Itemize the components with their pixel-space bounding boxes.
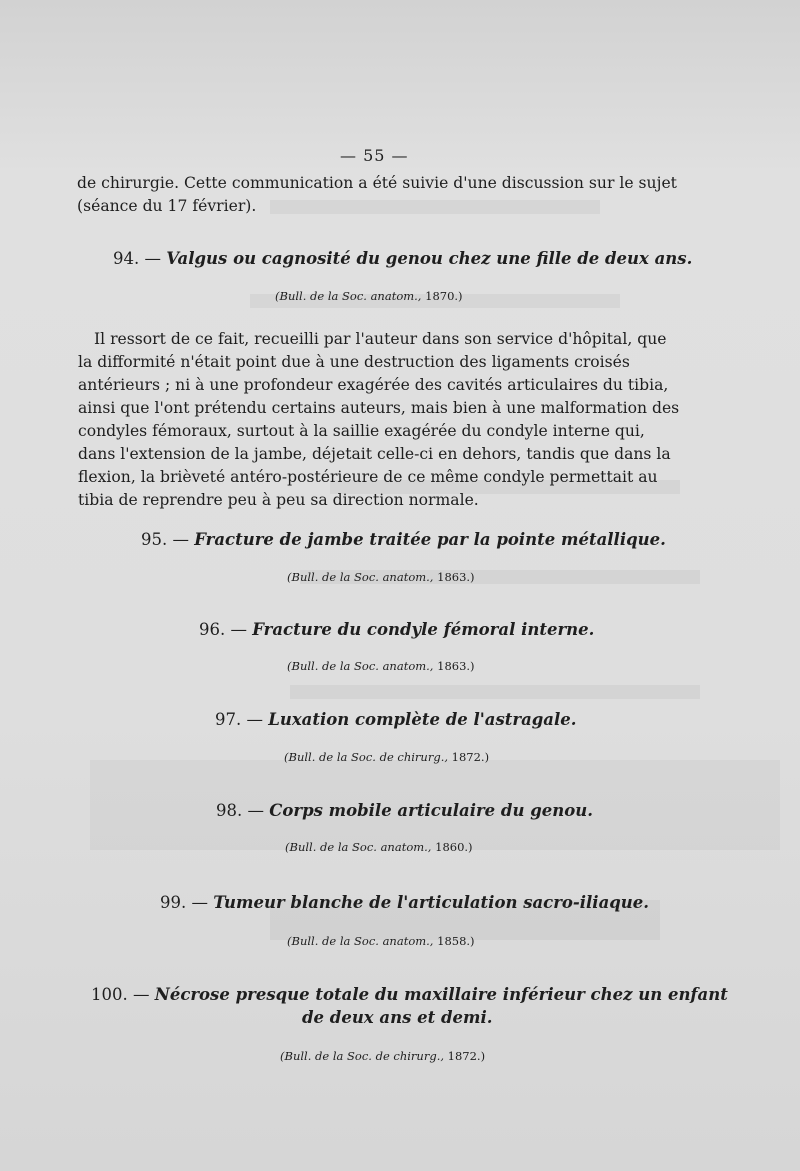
reference-source: (Bull. de la Soc. de chirurg., — [280, 1049, 444, 1063]
reference-year: 1863.) — [437, 659, 475, 673]
paragraph-line: dans l'extension de la jambe, déjetait celle-ci en dehors, tandis que dans la — [78, 445, 671, 463]
reference-source: (Bull. de la Soc. anatom., — [287, 934, 434, 948]
reference-source: (Bull. de la Soc. anatom., — [287, 570, 434, 584]
entry-number: 95. — — [141, 530, 189, 549]
entry-95-reference — [287, 570, 475, 584]
entry-title: Valgus ou cagnosité du genou chez une fille de deux ans. — [166, 249, 693, 268]
page-number: — 55 — — [340, 146, 409, 165]
entry-number: 100. — — [91, 985, 150, 1004]
entry-number: 98. — — [216, 801, 264, 820]
intro-line: de chirurgie. Cette communication a été suivie d'une discussion sur le sujet — [77, 174, 677, 192]
entry-94-title — [113, 249, 692, 268]
entry-94-reference — [275, 289, 463, 303]
entry-title: Tumeur blanche de l'articulation sacro-iliaque. — [213, 893, 650, 912]
entry-96-reference — [287, 659, 475, 673]
paragraph-line: Il ressort de ce fait, recueilli par l'auteur dans son service d'hôpital, que — [94, 330, 667, 348]
bleed-through-mark — [290, 685, 700, 699]
entry-96-title — [199, 620, 594, 639]
entry-title: Fracture de jambe traitée par la pointe métallique. — [194, 530, 666, 549]
paragraph-line: ainsi que l'ont prétendu certains auteurs, mais bien à une malformation des — [78, 399, 680, 417]
entry-number: 97. — — [215, 710, 263, 729]
entry-99-title — [160, 893, 649, 912]
bleed-through-mark — [270, 200, 600, 214]
entry-97-reference — [284, 750, 489, 764]
reference-year: 1872.) — [447, 1049, 486, 1063]
entry-number: 99. — — [160, 893, 208, 912]
reference-source: (Bull. de la Soc. anatom., — [287, 659, 434, 673]
reference-year: 1860.) — [435, 840, 473, 854]
reference-year: 1858.) — [437, 934, 475, 948]
paragraph-line: la difformité n'était point due à une destruction des ligaments croisés — [78, 353, 630, 371]
entry-98-reference — [285, 840, 473, 854]
reference-year: 1863.) — [437, 570, 475, 584]
paragraph-line: tibia de reprendre peu à peu sa direction normale. — [78, 491, 479, 509]
entry-title: Luxation complète de l'astragale. — [268, 710, 577, 729]
paragraph-line: flexion, la brièveté antéro-postérieure de ce même condyle permettait au — [78, 468, 658, 486]
entry-100-title — [91, 985, 728, 1004]
reference-source: (Bull. de la Soc. anatom., — [275, 289, 422, 303]
intro-line: (séance du 17 février). — [77, 197, 257, 215]
entry-100-reference — [280, 1049, 485, 1063]
entry-title: Corps mobile articulaire du genou. — [269, 801, 593, 820]
entry-95-title — [141, 530, 666, 549]
entry-title-continuation: de deux ans et demi. — [302, 1008, 493, 1027]
entry-100-title-continued — [302, 1008, 492, 1027]
entry-97-title — [215, 710, 577, 729]
entry-number: 96. — — [199, 620, 247, 639]
entry-99-reference — [287, 934, 475, 948]
reference-year: 1872.) — [451, 750, 490, 764]
entry-title: Nécrose presque totale du maxillaire inférieur chez un enfant — [154, 985, 728, 1004]
reference-source: (Bull. de la Soc. de chirurg., — [284, 750, 448, 764]
entry-title: Fracture du condyle fémoral interne. — [252, 620, 595, 639]
entry-number: 94. — — [113, 249, 161, 268]
reference-source: (Bull. de la Soc. anatom., — [285, 840, 432, 854]
paragraph-line: antérieurs ; ni à une profondeur exagérée des cavités articulaires du tibia, — [78, 376, 669, 394]
paragraph-line: condyles fémoraux, surtout à la saillie exagérée du condyle interne qui, — [78, 422, 645, 440]
reference-year: 1870.) — [425, 289, 463, 303]
entry-98-title — [216, 801, 593, 820]
